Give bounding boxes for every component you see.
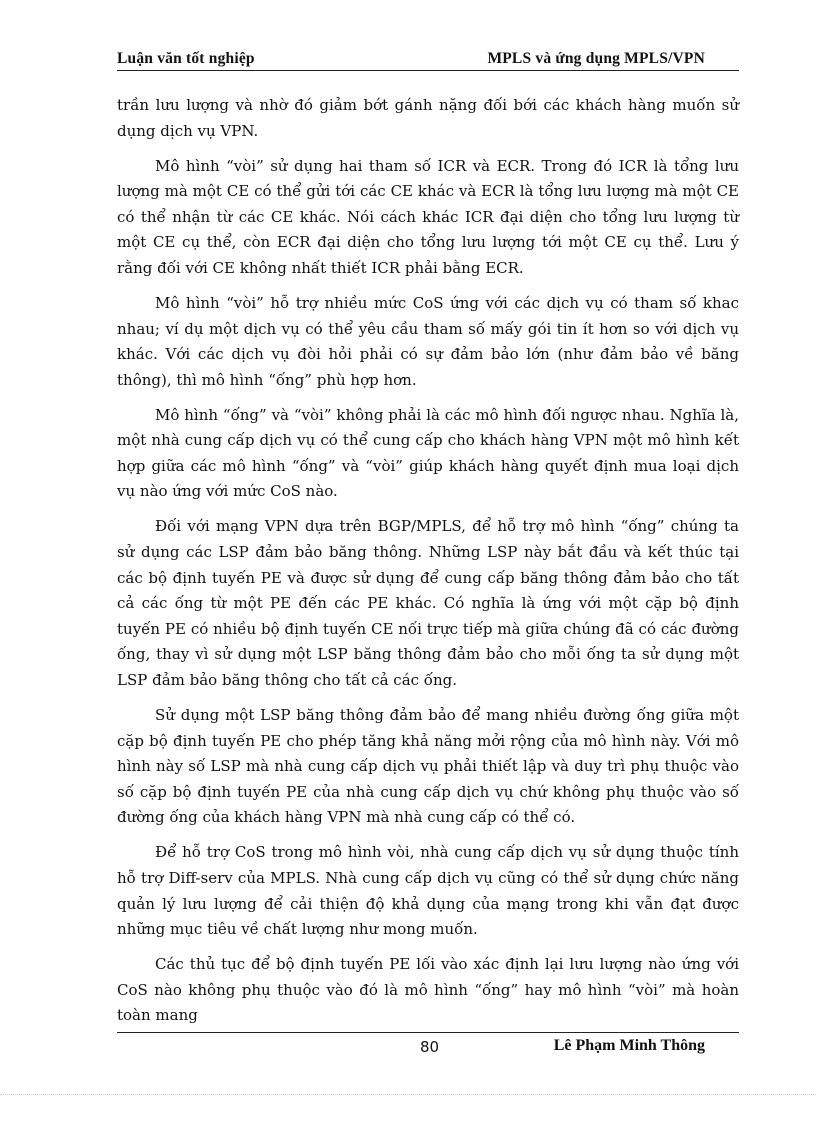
paragraph: Mô hình “ống” và “vòi” không phải là các mô hình đối ngược nhau. Nghĩa là, một nhà cung cấp dịch vụ có thể cung cấp cho khách hàng VPN một mô hình kết hợp giữa các mô hình “ống” và “vòi” giúp khách hàng quyết định mua loại dịch vụ nào ứng với mức CoS nào. (117, 405, 739, 501)
paragraph: Các thủ tục để bộ định tuyến PE lối vào xác định lại lưu lượng nào ứng với CoS nào không phụ thuộc vào đó là mô hình “ống” hay mô hình “vòi” mà hoàn toàn mang (117, 955, 739, 1025)
paragraph: trần lưu lượng và nhờ đó giảm bớt gánh nặng đối bới các khách hàng muốn sử dụng dịch vụ VPN. (117, 96, 739, 140)
page-footer (117, 1032, 739, 1059)
paragraph: Sử dụng một LSP băng thông đảm bảo để mang nhiều đường ống giữa một cặp bộ định tuyến PE cho phép tăng khả năng mởi rộng của mô hình này. Với mô hình này số LSP mà nhà cung cấp dịch vụ phải thiết lập và duy trì phụ thuộc vào số cặp bộ định tuyến PE của nhà cung cấp dịch vụ chứ không phụ thuộc vào số đường ống của khách hàng VPN mà nhà cung cấp có thể có. (117, 706, 739, 827)
page-header (117, 48, 739, 71)
paragraph: Để hỗ trợ CoS trong mô hình vòi, nhà cung cấp dịch vụ sử dụng thuộc tính hỗ trợ Diff-serv của MPLS. Nhà cung cấp dịch vụ cũng có thể sử dụng chức năng quản lý lưu lượng để cải thiện độ khả dụng của mạng trong khi vẫn đạt được những mục tiêu về chất lượng như mong muốn. (117, 843, 739, 939)
paragraph: Mô hình “vòi” hỗ trợ nhiều mức CoS ứng với các dịch vụ có tham số khac nhau; ví dụ một dịch vụ có thể yêu cầu tham số mấy gói tin ít hơn so với dịch vụ khác. Với các dịch vụ đòi hỏi phải có sự đảm bảo lớn (như đảm bảo về băng thông), thì mô hình “ống” phù hợp hơn. (117, 293, 739, 389)
header-topic-title: MPLS và ứng dụng MPLS/VPN (487, 50, 705, 67)
page-bottom-divider (0, 1094, 816, 1095)
paragraph: Mô hình “vòi” sử dụng hai tham số ICR và ECR. Trong đó ICR là tổng lưu lượng mà một CE có thể gửi tới các CE khác và ECR là tổng lưu lượng mà một CE có thể nhận từ các CE khác. Nói cách khác ICR đại diện cho tổng lưu lượng từ một CE cụ thể, còn ECR đại diện cho tổng lưu lượng tới một CE cụ thể. Lưu ý rằng đối với CE không nhất thiết ICR phải bằng ECR. (117, 156, 739, 277)
page-number: 80 (420, 1038, 440, 1056)
body-text (117, 93, 739, 1038)
paragraph: Đối với mạng VPN dựa trên BGP/MPLS, để hỗ trợ mô hình “ống” chúng ta sử dụng các LSP đảm bảo băng thông. Những LSP này bắt đầu và kết thúc tại các bộ định tuyến PE và được sử dụng để cung cấp băng thông đảm bảo cho tất cả các ống từ một PE đến các PE khác. Có nghĩa là ứng với một cặp bộ định tuyến PE có nhiều bộ định tuyến CE nối trực tiếp mà giữa chúng đã có các đường ống, thay vì sử dụng một LSP băng thông đảm bảo cho mỗi ống ta sử dụng một LSP đảm bảo băng thông cho tất cả các ống. (117, 517, 739, 690)
author-name: Lê Phạm Minh Thông (553, 1037, 705, 1054)
header-thesis-title: Luận văn tốt nghiệp (117, 50, 255, 67)
